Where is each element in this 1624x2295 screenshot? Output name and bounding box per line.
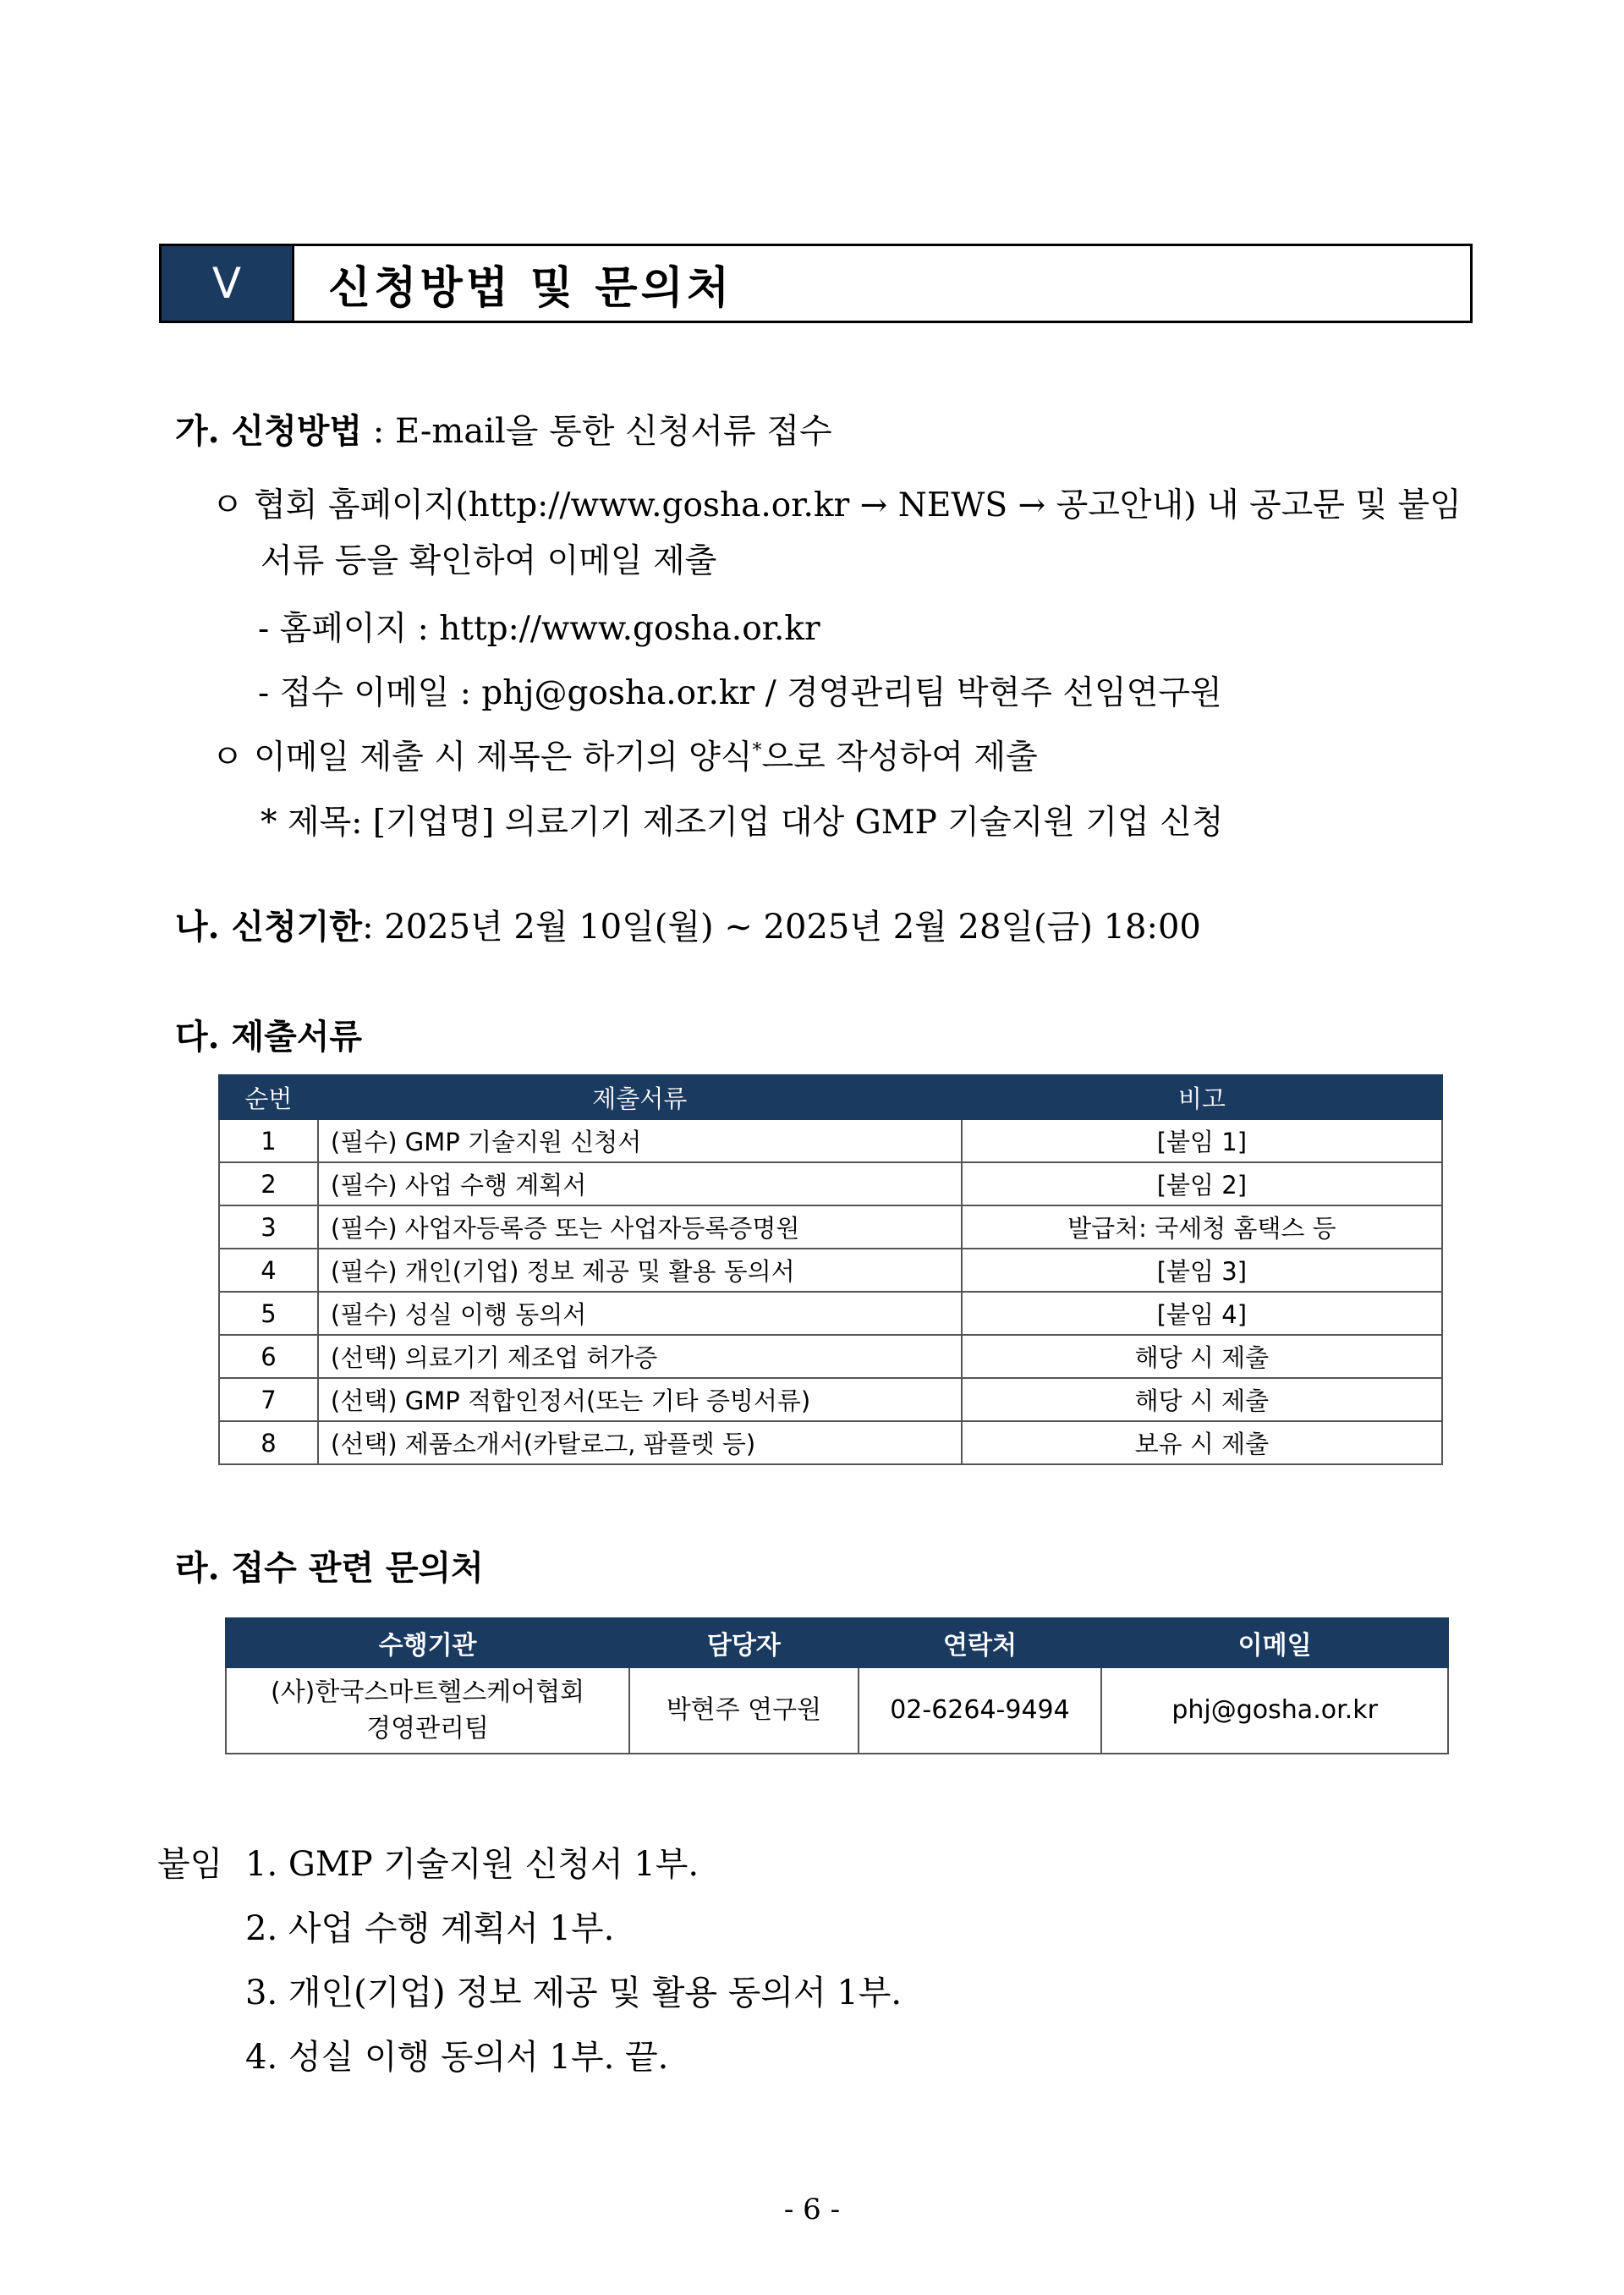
col-header-note: 비고 — [962, 1075, 1442, 1119]
table-row — [226, 1667, 1448, 1754]
row-note: 해당 시 제출 — [962, 1378, 1442, 1421]
subject-format-line: * 제목: [기업명] 의료기기 제조기업 대상 GMP 기술지원 기업 신청 — [261, 804, 1224, 842]
email-line: - 접수 이메일 : phj@gosha.or.kr / 경영관리팀 박현주 선임연구원 — [258, 674, 1222, 712]
row-doc: (선택) 의료기기 제조업 허가증 — [318, 1335, 962, 1378]
row-doc: (선택) 제품소개서(카탈로그, 팜플렛 등) — [318, 1421, 962, 1464]
row-note: 해당 시 제출 — [962, 1335, 1442, 1378]
docs-heading: 다. 제출서류 — [175, 1017, 363, 1057]
row-doc: (필수) 사업자등록증 또는 사업자등록증명원 — [318, 1205, 962, 1249]
contact-phone: 02-6264-9494 — [859, 1667, 1102, 1754]
table-row — [219, 1335, 1442, 1378]
docs-table — [218, 1074, 1443, 1465]
table-row — [219, 1119, 1442, 1162]
deadline-heading: 나. 신청기한: 2025년 2월 10일(월) ~ 2025년 2월 28일(금) 18:00 — [175, 907, 1201, 947]
attachments-label: 붙임 — [157, 1845, 223, 1884]
contact-heading: 라. 접수 관련 문의처 — [175, 1548, 484, 1588]
homepage-line: - 홈페이지 : http://www.gosha.or.kr — [258, 610, 820, 648]
section-number: Ⅴ — [162, 246, 294, 321]
row-note: [붙임 3] — [962, 1249, 1442, 1292]
row-note: 보유 시 제출 — [962, 1421, 1442, 1464]
contact-table — [225, 1617, 1449, 1754]
row-no: 1 — [219, 1119, 318, 1162]
apply-bullet-1: ㅇ 협회 홈페이지(http://www.gosha.or.kr → NEWS → 공고안내) 내 공고문 및 붙임 — [211, 486, 1462, 524]
table-row — [219, 1205, 1442, 1249]
table-row — [219, 1378, 1442, 1421]
apply-bullet-1-cont: 서류 등을 확인하여 이메일 제출 — [261, 542, 717, 580]
row-no: 2 — [219, 1162, 318, 1205]
page-number: - 6 - — [783, 2193, 841, 2226]
row-note: [붙임 1] — [962, 1119, 1442, 1162]
row-no: 4 — [219, 1249, 318, 1292]
table-row — [219, 1292, 1442, 1335]
attachment-item: 3. 개인(기업) 정보 제공 및 활용 동의서 1부. — [245, 1974, 903, 2012]
col-header-org: 수행기관 — [226, 1618, 629, 1667]
row-no: 6 — [219, 1335, 318, 1378]
attachment-item: 4. 성실 이행 동의서 1부. 끝. — [245, 2038, 669, 2077]
attachment-item: 2. 사업 수행 계획서 1부. — [245, 1909, 615, 1948]
row-note: [붙임 2] — [962, 1162, 1442, 1205]
row-no: 3 — [219, 1205, 318, 1249]
col-header-person: 담당자 — [629, 1618, 859, 1667]
row-note: [붙임 4] — [962, 1292, 1442, 1335]
table-row — [219, 1162, 1442, 1205]
row-note: 발급처: 국세청 홈택스 등 — [962, 1205, 1442, 1249]
row-no: 7 — [219, 1378, 318, 1421]
apply-bullet-2: ㅇ 이메일 제출 시 제목은 하기의 양식*으로 작성하여 제출 — [211, 738, 1038, 777]
row-doc: (필수) 개인(기업) 정보 제공 및 활용 동의서 — [318, 1249, 962, 1292]
col-header-doc: 제출서류 — [318, 1075, 962, 1119]
contact-person: 박현주 연구원 — [629, 1667, 859, 1754]
table-row — [219, 1421, 1442, 1464]
row-no: 8 — [219, 1421, 318, 1464]
attachment-item: 1. GMP 기술지원 신청서 1부. — [245, 1845, 700, 1884]
col-header-no: 순번 — [219, 1075, 318, 1119]
row-doc: (필수) GMP 기술지원 신청서 — [318, 1119, 962, 1162]
col-header-email: 이메일 — [1101, 1618, 1448, 1667]
contact-org: (사)한국스마트헬스케어협회 경영관리팀 — [226, 1667, 629, 1754]
docs-table-header — [219, 1075, 1442, 1119]
apply-heading: 가. 신청방법 : E-mail을 통한 신청서류 접수 — [175, 411, 832, 451]
contact-email: phj@gosha.or.kr — [1101, 1667, 1448, 1754]
row-doc: (필수) 사업 수행 계획서 — [318, 1162, 962, 1205]
contact-table-header — [226, 1618, 1448, 1667]
section-title: 신청방법 및 문의처 — [328, 262, 733, 314]
row-doc: (필수) 성실 이행 동의서 — [318, 1292, 962, 1335]
col-header-phone: 연락처 — [859, 1618, 1102, 1667]
row-doc: (선택) GMP 적합인정서(또는 기타 증빙서류) — [318, 1378, 962, 1421]
row-no: 5 — [219, 1292, 318, 1335]
table-row — [219, 1249, 1442, 1292]
section-header — [159, 244, 1473, 323]
